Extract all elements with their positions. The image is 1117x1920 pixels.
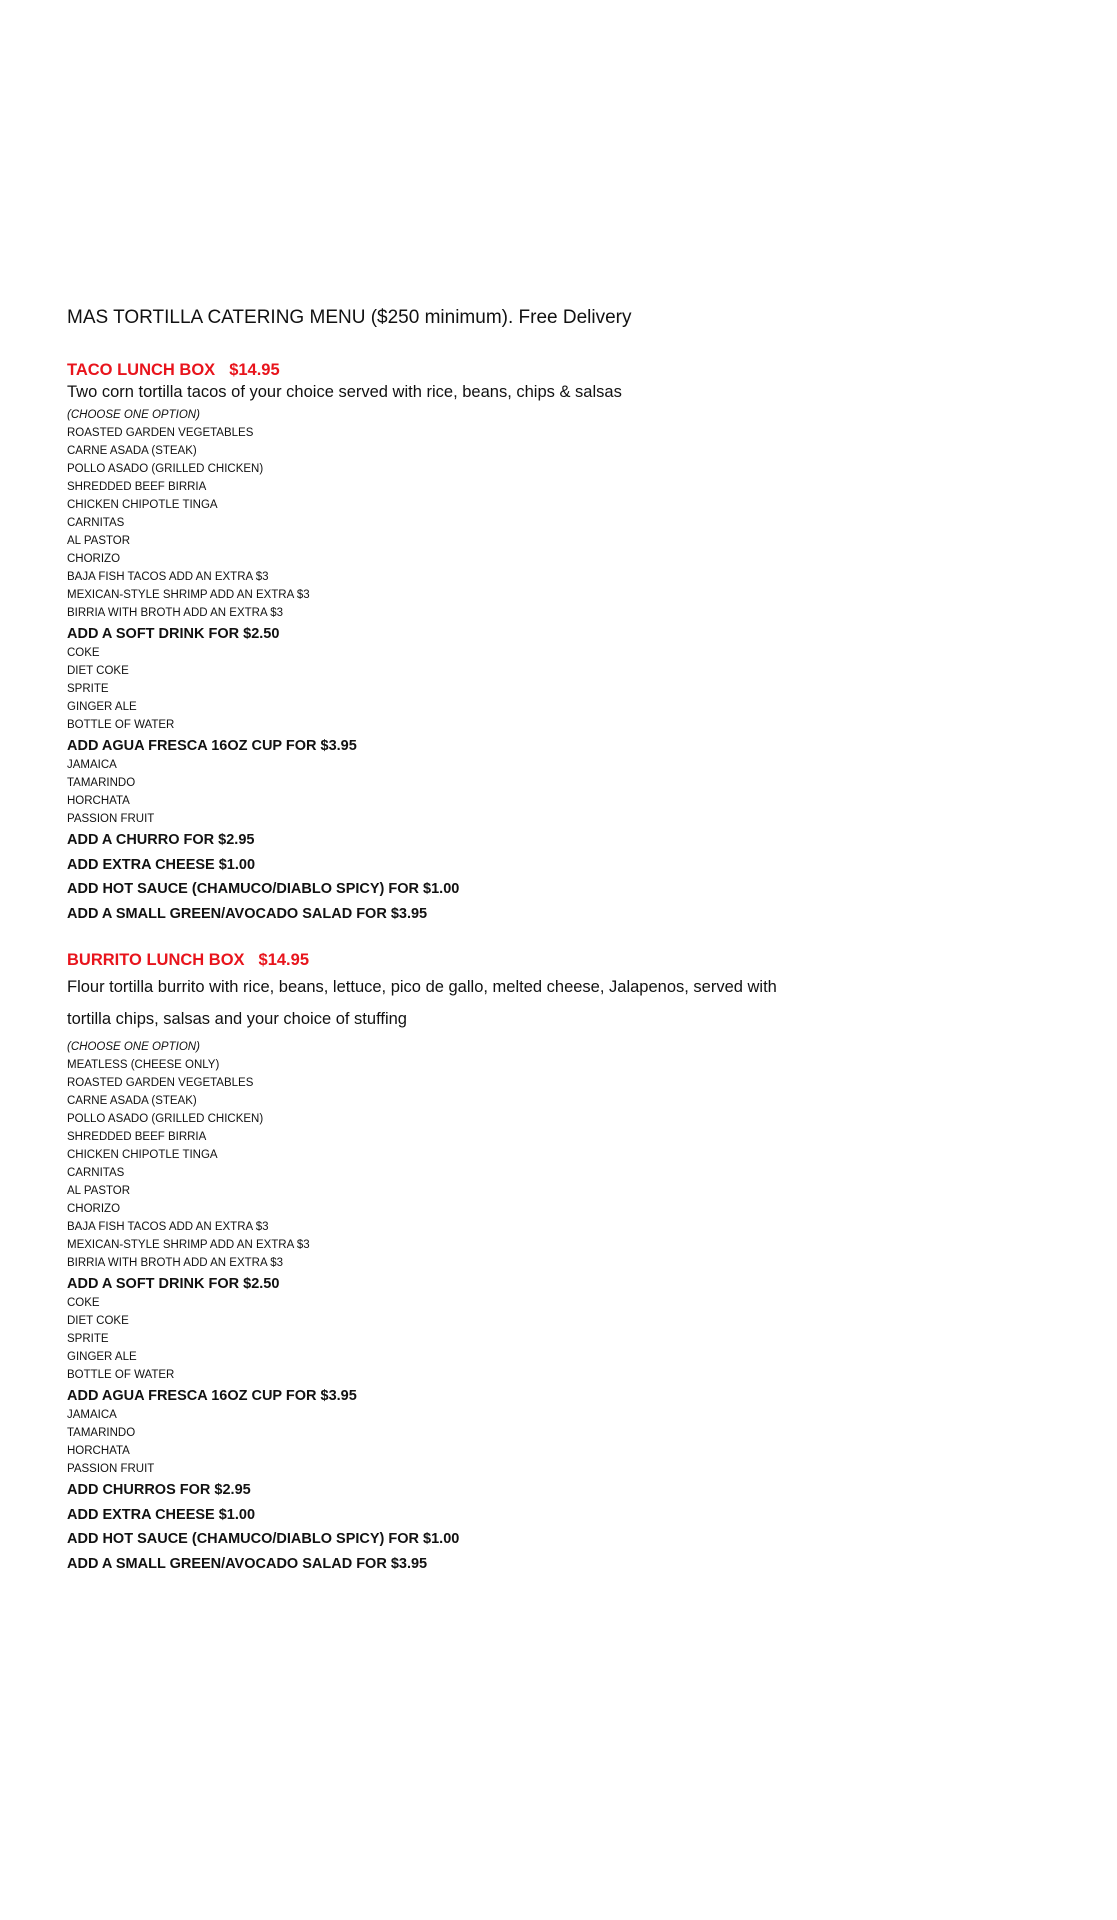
choose-note: (CHOOSE ONE OPTION) xyxy=(67,1041,200,1054)
list-item: MEATLESS (CHEESE ONLY) xyxy=(67,1059,220,1072)
agua-fresca-heading: ADD AGUA FRESCA 16OZ CUP FOR $3.95 xyxy=(67,738,357,754)
menu-page xyxy=(67,306,1067,1574)
list-item: CHORIZO xyxy=(67,553,121,565)
list-item: POLLO ASADO (GRILLED CHICKEN) xyxy=(67,1113,264,1126)
list-item: COKE xyxy=(67,647,100,659)
list-item: CHORIZO xyxy=(67,1203,121,1216)
list-item: TAMARINDO xyxy=(67,777,136,789)
soft-drink-heading: ADD A SOFT DRINK FOR $2.50 xyxy=(67,626,280,642)
list-item: TAMARINDO xyxy=(67,1427,136,1440)
list-item: BAJA FISH TACOS ADD AN EXTRA $3 xyxy=(67,571,269,583)
choose-note: (CHOOSE ONE OPTION) xyxy=(67,409,200,421)
list-item: PASSION FRUIT xyxy=(67,813,155,825)
list-item: POLLO ASADO (GRILLED CHICKEN) xyxy=(67,463,264,475)
list-item: ROASTED GARDEN VEGETABLES xyxy=(67,1077,254,1090)
list-item: CHICKEN CHIPOTLE TINGA xyxy=(67,499,218,511)
extra-salad: ADD A SMALL GREEN/AVOCADO SALAD FOR $3.95 xyxy=(67,1556,428,1573)
soft-drinks-list xyxy=(67,1294,1067,1384)
extra-salad: ADD A SMALL GREEN/AVOCADO SALAD FOR $3.95 xyxy=(67,906,428,923)
list-item: BAJA FISH TACOS ADD AN EXTRA $3 xyxy=(67,1221,269,1234)
list-item: CHICKEN CHIPOTLE TINGA xyxy=(67,1149,218,1162)
section-price: $14.95 xyxy=(258,951,309,970)
extra-cheese: ADD EXTRA CHEESE $1.00 xyxy=(67,856,256,873)
extra-churros: ADD CHURROS FOR $2.95 xyxy=(67,1482,251,1499)
extra-hot-sauce: ADD HOT SAUCE (CHAMUCO/DIABLO SPICY) FOR $1.00 xyxy=(67,1531,460,1548)
soft-drinks-list xyxy=(67,644,1067,734)
list-item: SPRITE xyxy=(67,683,109,695)
section-taco-lunch-box xyxy=(67,359,1067,924)
list-item: CARNE ASADA (STEAK) xyxy=(67,1095,197,1108)
section-title xyxy=(67,359,1067,381)
section-title xyxy=(67,949,1067,971)
list-item: AL PASTOR xyxy=(67,535,131,547)
section-burrito-lunch-box xyxy=(67,949,1067,1574)
list-item: COKE xyxy=(67,1297,100,1310)
list-item: BOTTLE OF WATER xyxy=(67,719,175,731)
section-name: TACO LUNCH BOX xyxy=(67,361,216,379)
list-item: DIET COKE xyxy=(67,665,129,677)
agua-fresca-heading: ADD AGUA FRESCA 16OZ CUP FOR $3.95 xyxy=(67,1388,357,1405)
extra-hot-sauce: ADD HOT SAUCE (CHAMUCO/DIABLO SPICY) FOR $1.00 xyxy=(67,881,460,898)
list-item: SHREDDED BEEF BIRRIA xyxy=(67,1131,207,1144)
agua-fresca-list xyxy=(67,1406,1067,1478)
list-item: MEXICAN-STYLE SHRIMP ADD AN EXTRA $3 xyxy=(67,1239,310,1252)
list-item: ROASTED GARDEN VEGETABLES xyxy=(67,427,254,439)
list-item: AL PASTOR xyxy=(67,1185,131,1198)
list-item: CARNITAS xyxy=(67,517,125,529)
section-description: Flour tortilla burrito with rice, beans, lettuce, pico de gallo, melted cheese, Jalapenos, served with tortilla chips, salsas and your choice of stuffing xyxy=(67,978,777,1029)
list-item: PASSION FRUIT xyxy=(67,1463,155,1476)
section-name: BURRITO LUNCH BOX xyxy=(67,951,245,970)
list-item: GINGER ALE xyxy=(67,1351,137,1364)
list-item: BOTTLE OF WATER xyxy=(67,1369,175,1382)
soft-drink-heading: ADD A SOFT DRINK FOR $2.50 xyxy=(67,1276,280,1293)
extra-churro: ADD A CHURRO FOR $2.95 xyxy=(67,832,255,848)
agua-fresca-list xyxy=(67,756,1067,828)
section-price: $14.95 xyxy=(229,361,280,379)
list-item: GINGER ALE xyxy=(67,701,137,713)
list-item: DIET COKE xyxy=(67,1315,129,1328)
list-item: SPRITE xyxy=(67,1333,109,1346)
list-item: CARNE ASADA (STEAK) xyxy=(67,445,197,457)
options-list xyxy=(67,1056,1067,1272)
list-item: JAMAICA xyxy=(67,759,117,771)
list-item: HORCHATA xyxy=(67,1445,130,1458)
list-item: HORCHATA xyxy=(67,795,130,807)
list-item: BIRRIA WITH BROTH ADD AN EXTRA $3 xyxy=(67,607,283,619)
list-item: BIRRIA WITH BROTH ADD AN EXTRA $3 xyxy=(67,1257,283,1270)
options-list xyxy=(67,424,1067,622)
extra-cheese: ADD EXTRA CHEESE $1.00 xyxy=(67,1506,256,1523)
list-item: CARNITAS xyxy=(67,1167,125,1180)
list-item: MEXICAN-STYLE SHRIMP ADD AN EXTRA $3 xyxy=(67,589,310,601)
list-item: JAMAICA xyxy=(67,1409,117,1422)
page-title: MAS TORTILLA CATERING MENU ($250 minimum). Free Delivery xyxy=(67,307,632,328)
list-item: SHREDDED BEEF BIRRIA xyxy=(67,481,207,493)
section-description: Two corn tortilla tacos of your choice served with rice, beans, chips & salsas xyxy=(67,383,622,401)
